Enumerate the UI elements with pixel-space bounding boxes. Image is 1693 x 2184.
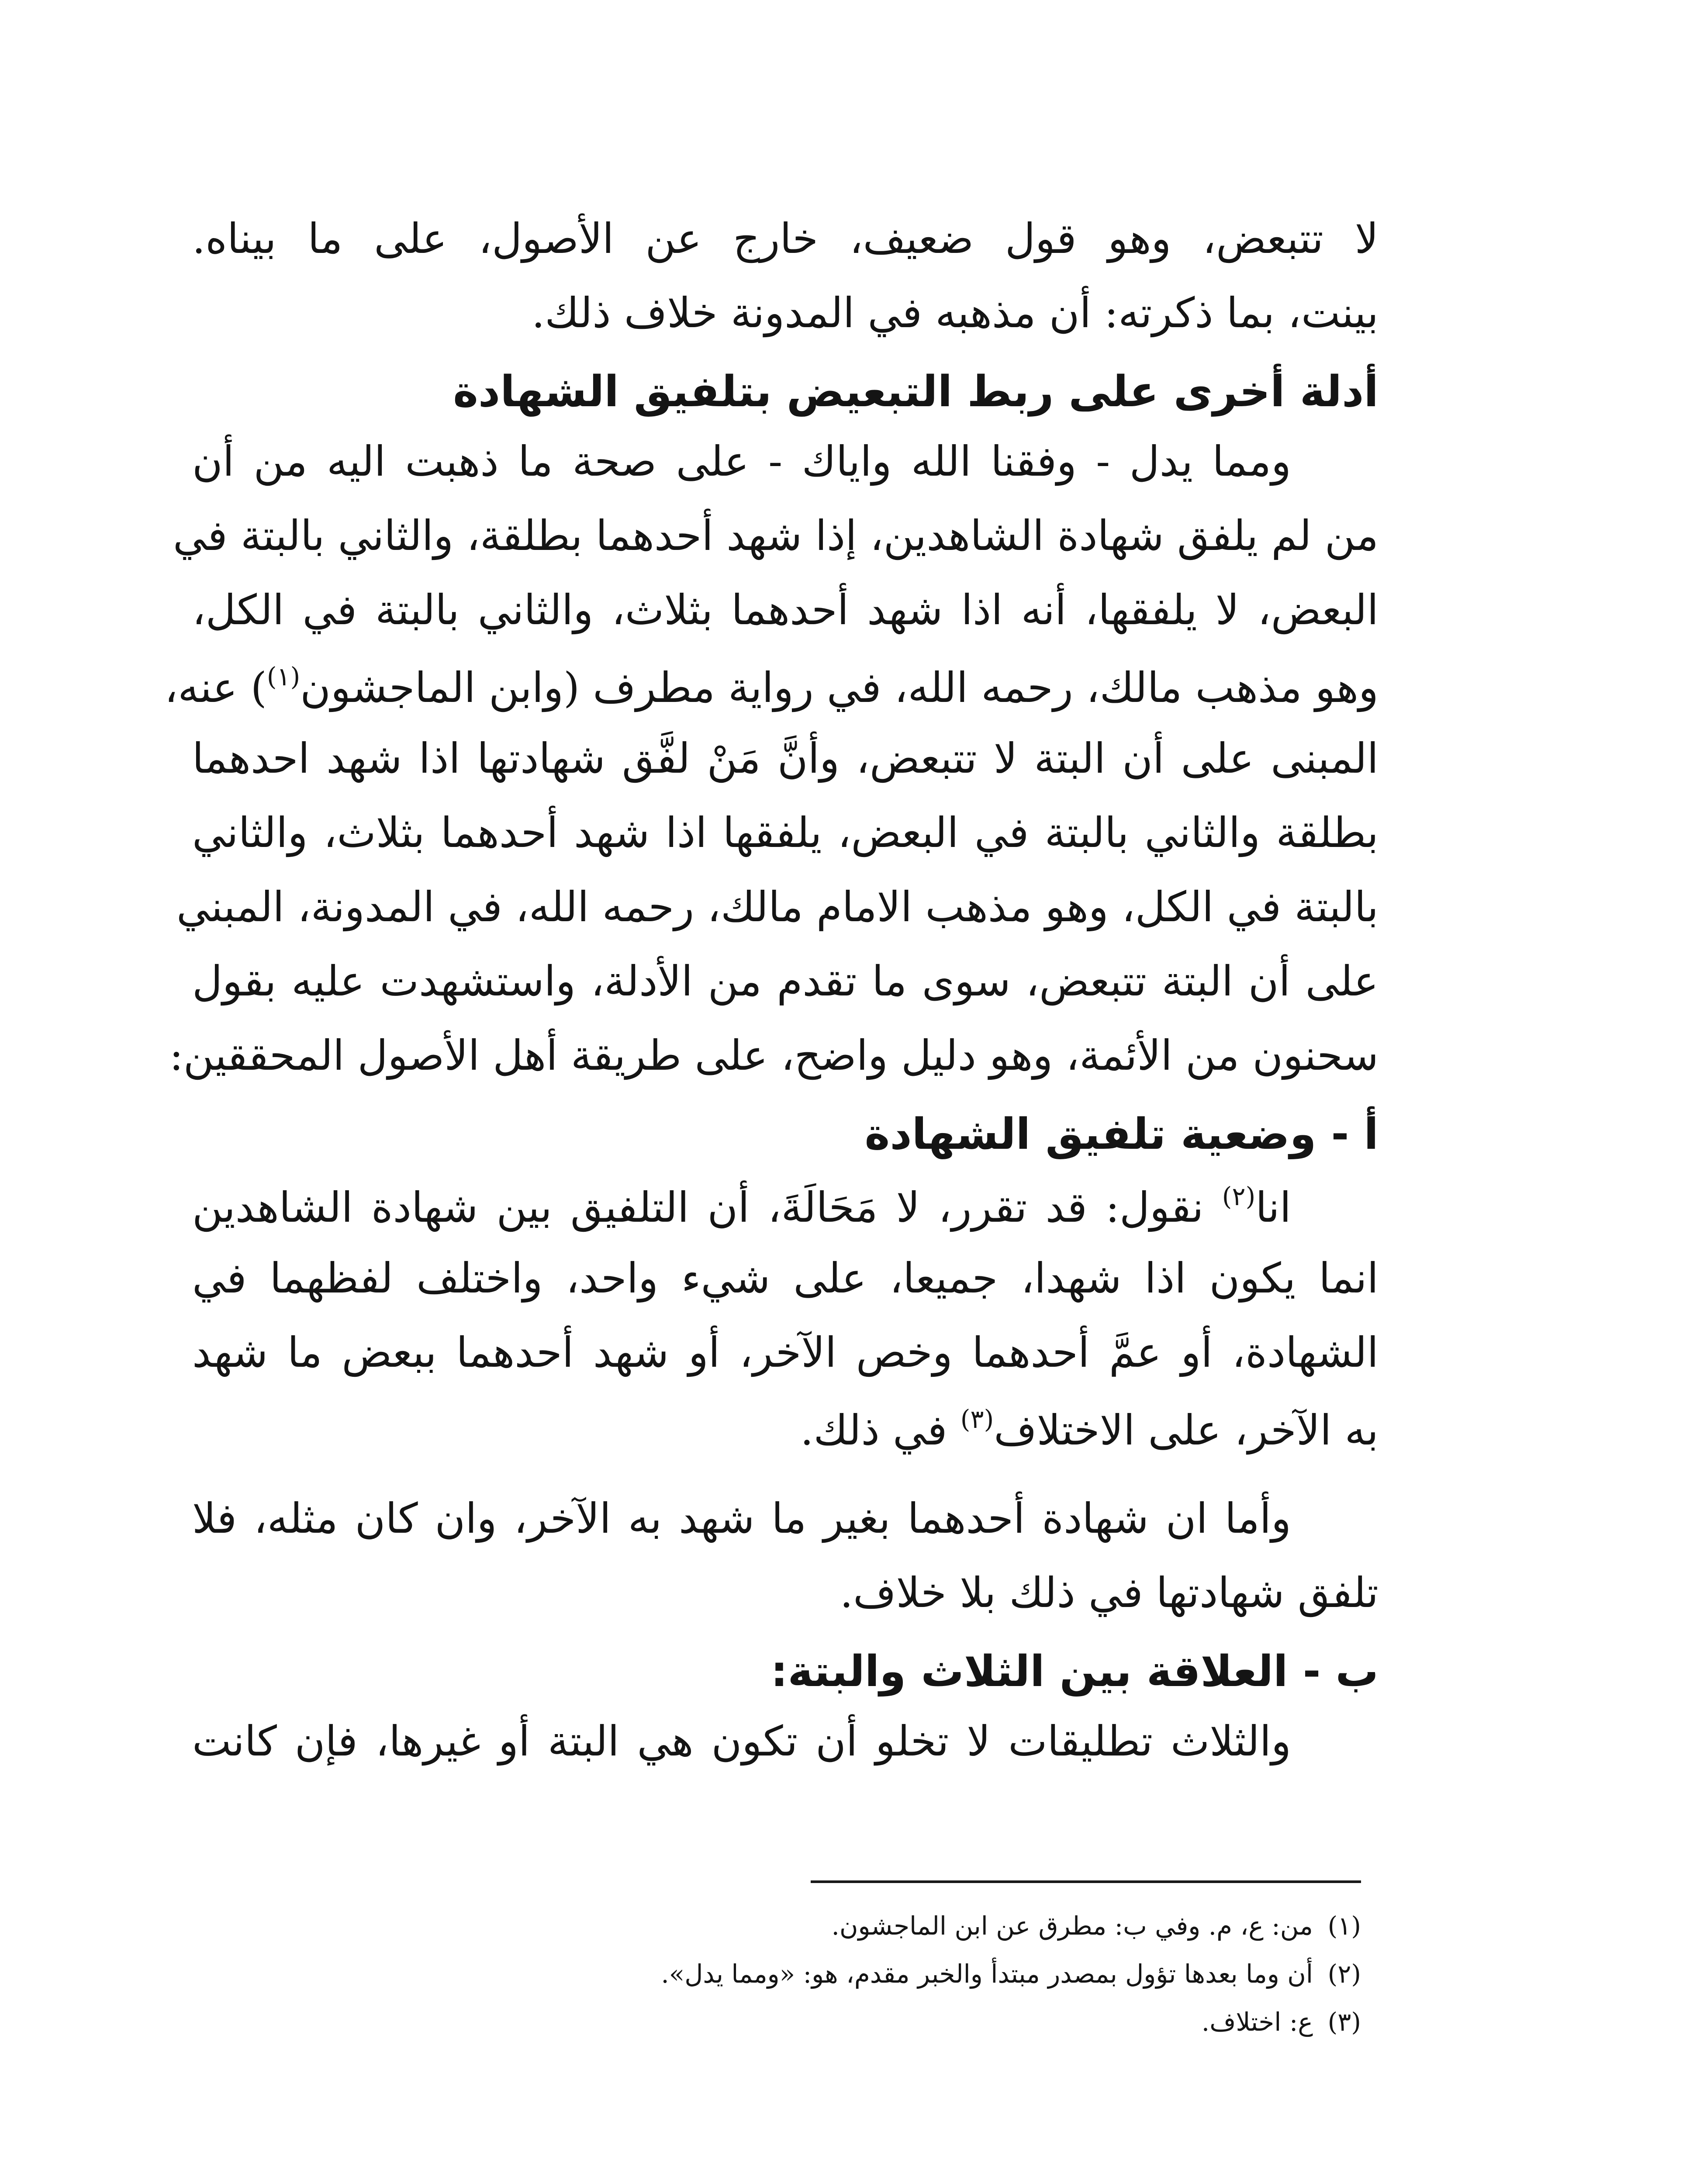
line-text: به الآخر، على الاختلاف [994,1406,1379,1455]
paragraph-line: تلفق شهادتها في ذلك بلا خلاف. [840,1569,1379,1617]
footnotes [437,1911,1361,2055]
paragraph-line: انما يكون اذا شهدا، جميعا، على شيء واحد، واختلف لفظهما في [192,1254,1379,1303]
paragraph-line [192,1406,1379,1481]
paragraph-line: الشهادة، أو عمَّ أحدهما وخص الآخر، أو شهد أحدهما ببعض ما شهد [192,1329,1379,1377]
line-text: ) عنه، [164,664,267,712]
footnote-marker: (٣) [960,1404,994,1434]
paragraph-line: وأما ان شهادة أحدهما بغير ما شهد به الآخر، وان كان مثله، فلا [192,1495,1291,1543]
paragraph-line: بالبتة في الكل، وهو مذهب الامام مالك، رحمه الله، في المدونة، المبني [176,883,1379,931]
line-text: انا [1255,1184,1291,1232]
footnote-item [437,2007,1361,2055]
footnote-text: أن وما بعدها تؤول بمصدر مبتدأ والخبر مقدم، هو: «ومما يدل». [661,1959,1313,1989]
paragraph-line: سحنون من الأئمة، وهو دليل واضح، على طريقة أهل الأصول المحققين: [169,1032,1379,1080]
paragraph-line [192,1184,1379,1258]
footnote-separator [811,1880,1361,1883]
paragraph-line: بطلقة والثاني بالبتة في البعض، يلفقها اذا شهد أحدهما بثلاث، والثاني [192,809,1379,857]
footnote-marker: (١) [266,662,301,691]
footnote-text: ع: اختلاف. [1201,2007,1313,2037]
paragraph-line: بينت، بما ذكرته: أن مذهبه في المدونة خلاف ذلك. [532,289,1379,337]
section-heading: أدلة أخرى على ربط التبعيض بتلفيق الشهادة [453,367,1379,417]
footnote-marker: (٢) [1222,1182,1256,1211]
footnote-text: من: ع، م. وفي ب: مطرق عن ابن الماجشون. [831,1911,1313,1941]
footnote-number: (٢) [1327,1959,1361,1989]
main-text [164,215,1379,1795]
footnote-number: (٣) [1327,2007,1361,2037]
footnote-item [437,1911,1361,1959]
paragraph-line: من لم يلفق شهادة الشاهدين، إذا شهد أحدهما بطلقة، والثاني بالبتة في [173,512,1379,560]
line-text: وهو مذهب مالك، رحمه الله، في رواية مطرف (وابن الماجشون [300,664,1379,712]
paragraph-line [164,662,1379,738]
section-heading: أ - وضعية تلفيق الشهادة [864,1109,1379,1159]
paragraph-line: على أن البتة تتبعض، سوى ما تقدم من الأدلة، واستشهدت عليه بقول [192,957,1379,1006]
paragraph-line: والثلاث تطليقات لا تخلو أن تكون هي البتة أو غيرها، فإن كانت [192,1717,1291,1766]
paragraph-line: المبنى على أن البتة لا تتبعض، وأنَّ مَنْ لفَّق شهادتها اذا شهد احدهما [192,735,1379,783]
line-text: في ذلك. [800,1406,961,1455]
paragraph-line: لا تتبعض، وهو قول ضعيف، خارج عن الأصول، على ما بيناه. [192,215,1379,263]
footnote-item [437,1959,1361,2007]
section-heading: ب - العلاقة بين الثلاث والبتة: [770,1647,1379,1697]
line-text: نقول: قد تقرر، لا مَحَالَةَ، أن التلفيق بين شهادة الشاهدين [192,1184,1222,1232]
footnote-number: (١) [1327,1911,1361,1941]
paragraph-line: البعض، لا يلفقها، أنه اذا شهد أحدهما بثلاث، والثاني بالبتة في الكل، [192,586,1379,634]
paragraph-line: ومما يدل - وفقنا الله واياك - على صحة ما ذهبت اليه من أن [192,438,1291,486]
